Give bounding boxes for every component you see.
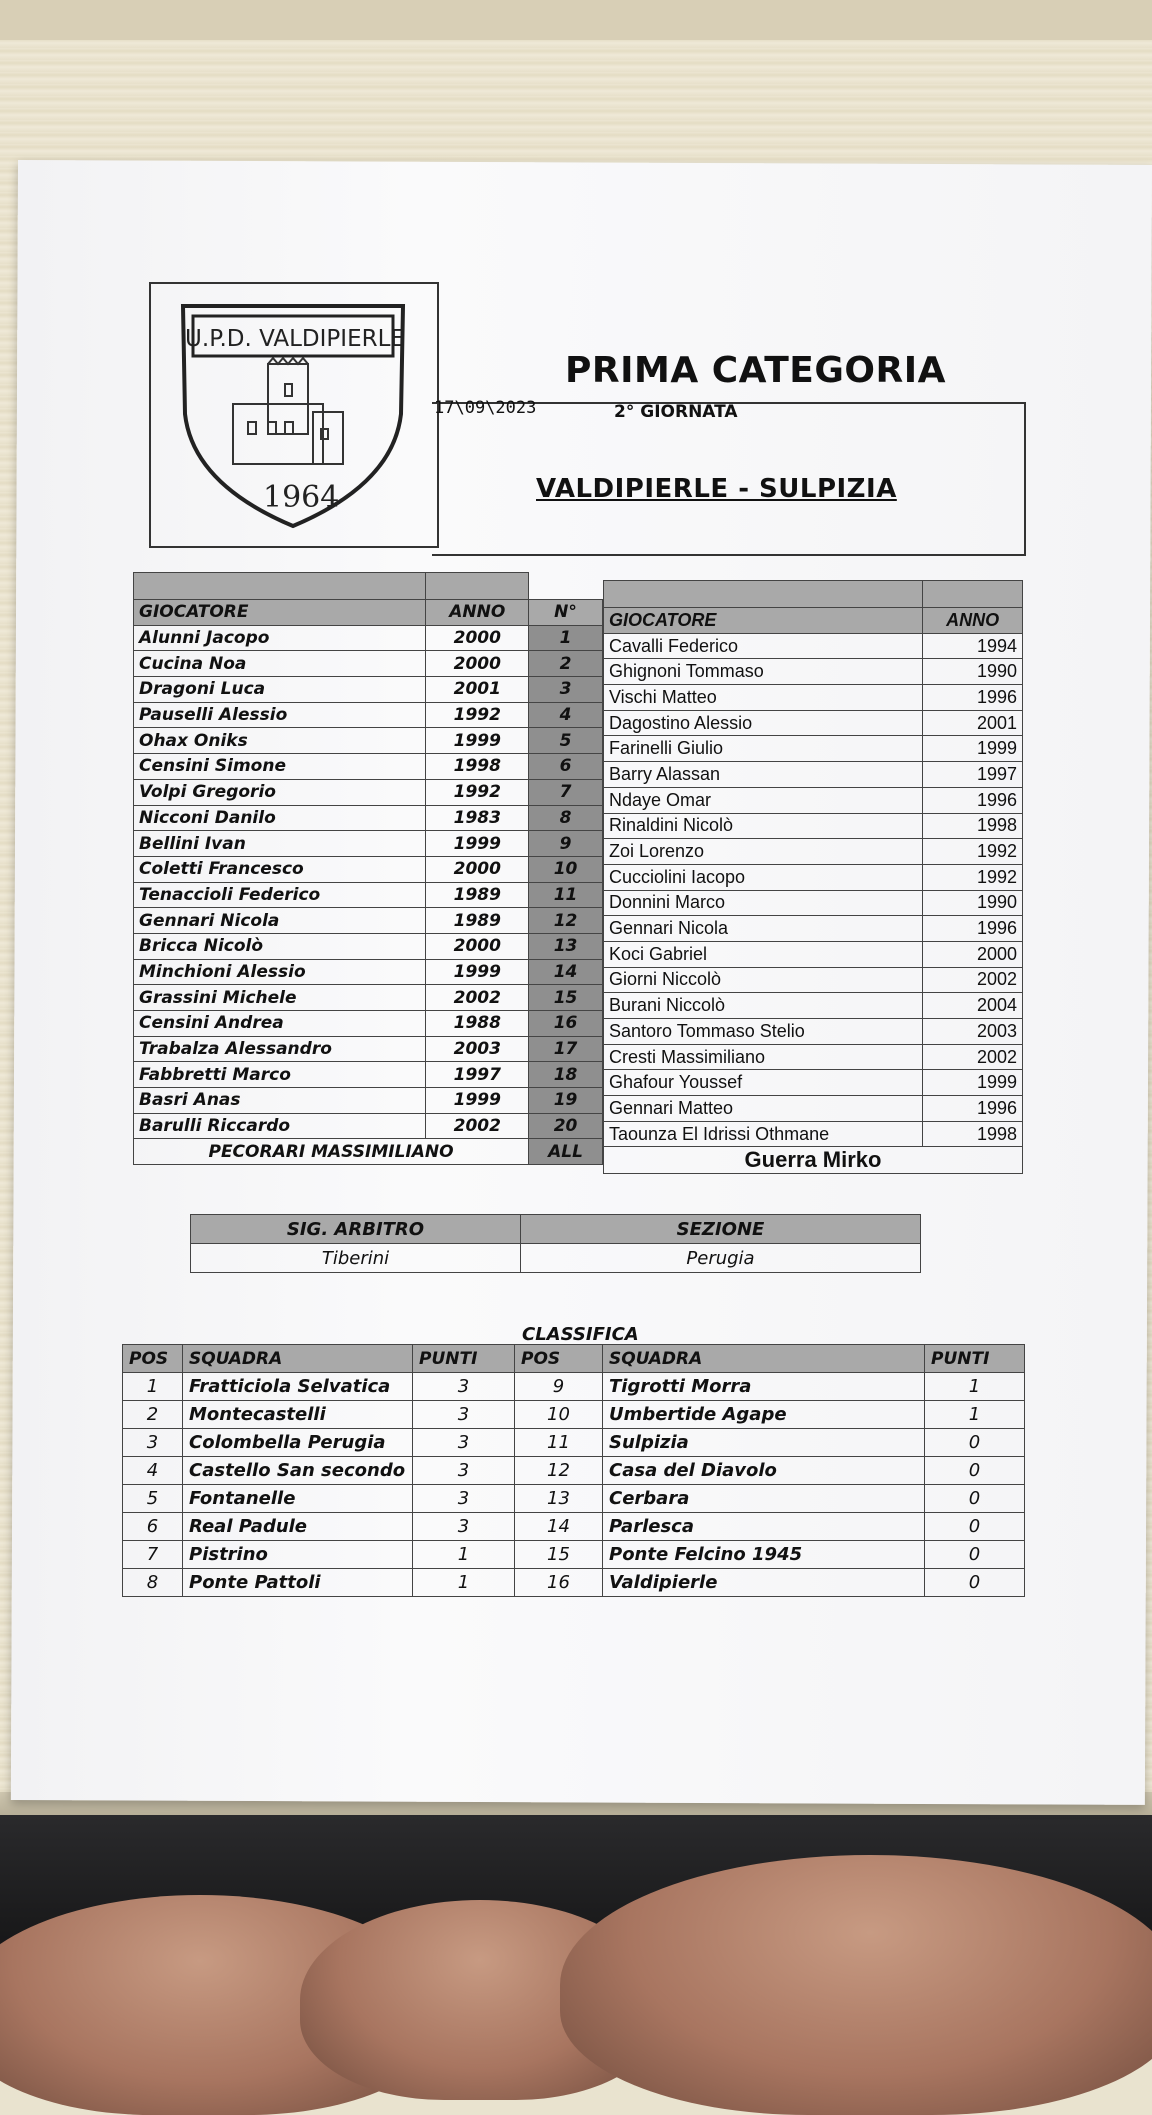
shirt-number: 10	[529, 856, 603, 882]
home-player-year: 2002	[426, 985, 529, 1011]
standing-position: 11	[515, 1429, 603, 1457]
away-player-name: Ndaye Omar	[604, 787, 923, 813]
home-player-year: 2001	[426, 677, 529, 703]
away-player-year: 1994	[923, 633, 1023, 659]
standing-points: 3	[413, 1457, 515, 1485]
home-player-row	[134, 702, 603, 728]
away-player-name: Zoi Lorenzo	[604, 839, 923, 865]
home-year-header: ANNO	[426, 600, 529, 626]
standing-points: 0	[925, 1541, 1025, 1569]
referee-label: SIG. ARBITRO	[191, 1215, 521, 1244]
standings-row	[123, 1569, 1025, 1597]
standing-team: Pistrino	[183, 1541, 413, 1569]
away-player-year: 1999	[923, 1070, 1023, 1096]
standing-points: 0	[925, 1513, 1025, 1541]
shirt-number: 16	[529, 1011, 603, 1037]
standings-row	[123, 1457, 1025, 1485]
shirt-number: 2	[529, 651, 603, 677]
home-player-year: 1983	[426, 805, 529, 831]
away-year-header: ANNO	[923, 608, 1023, 634]
away-player-year: 1990	[923, 890, 1023, 916]
home-player-name: Fabbretti Marco	[134, 1062, 426, 1088]
home-player-row	[134, 625, 603, 651]
home-lineup-table	[133, 572, 603, 1165]
home-player-row	[134, 985, 603, 1011]
away-player-name: Santoro Tommaso Stelio	[604, 1019, 923, 1045]
away-player-year: 2004	[923, 993, 1023, 1019]
standing-points: 0	[925, 1457, 1025, 1485]
away-player-name: Cresti Massimiliano	[604, 1044, 923, 1070]
home-player-name: Alunni Jacopo	[134, 625, 426, 651]
standing-team: Real Padule	[183, 1513, 413, 1541]
away-player-row	[604, 1121, 1023, 1147]
home-band-cell	[426, 573, 529, 600]
standing-position: 14	[515, 1513, 603, 1541]
away-player-row	[604, 710, 1023, 736]
away-player-name: Cavalli Federico	[604, 633, 923, 659]
standing-points: 1	[413, 1569, 515, 1597]
number-header: N°	[529, 600, 603, 626]
standing-team: Umbertide Agape	[603, 1401, 925, 1429]
shirt-number: 1	[529, 625, 603, 651]
standings-row	[123, 1541, 1025, 1569]
home-player-year: 2003	[426, 1036, 529, 1062]
home-player-year: 2000	[426, 856, 529, 882]
shirt-number: 13	[529, 933, 603, 959]
table-edge	[0, 0, 1152, 40]
standing-position: 2	[123, 1401, 183, 1429]
home-player-name: Cucina Noa	[134, 651, 426, 677]
shirt-number: 8	[529, 805, 603, 831]
club-founded-year: 1964	[263, 480, 340, 515]
away-player-row	[604, 1070, 1023, 1096]
away-player-name: Gennari Matteo	[604, 1096, 923, 1122]
home-player-year: 1999	[426, 1088, 529, 1114]
match-title: VALDIPIERLE - SULPIZIA	[536, 474, 897, 504]
home-player-year: 1999	[426, 831, 529, 857]
away-player-year: 1998	[923, 1121, 1023, 1147]
away-player-year: 1992	[923, 864, 1023, 890]
team-header: SQUADRA	[183, 1345, 413, 1373]
standing-points: 3	[413, 1429, 515, 1457]
away-lineup-body	[604, 633, 1023, 1147]
home-player-row	[134, 908, 603, 934]
home-player-name: Censini Andrea	[134, 1011, 426, 1037]
standing-points: 1	[925, 1373, 1025, 1401]
standing-points: 0	[925, 1569, 1025, 1597]
hand-finger-right	[560, 1855, 1152, 2115]
home-player-name: Coletti Francesco	[134, 856, 426, 882]
dark-floor-background	[0, 1815, 1152, 2048]
standing-team: Tigrotti Morra	[603, 1373, 925, 1401]
away-player-row	[604, 787, 1023, 813]
away-player-year: 1996	[923, 916, 1023, 942]
standing-team: Colombella Perugia	[183, 1429, 413, 1457]
standing-position: 10	[515, 1401, 603, 1429]
away-player-name: Koci Gabriel	[604, 941, 923, 967]
away-player-row	[604, 967, 1023, 993]
standing-points: 0	[925, 1429, 1025, 1457]
home-player-row	[134, 1011, 603, 1037]
away-player-row	[604, 941, 1023, 967]
home-player-row	[134, 831, 603, 857]
pos-header: POS	[123, 1345, 183, 1373]
away-player-year: 1996	[923, 1096, 1023, 1122]
away-player-header: GIOCATORE	[604, 608, 923, 634]
standing-position: 5	[123, 1485, 183, 1513]
home-player-name: Bellini Ivan	[134, 831, 426, 857]
match-round: 2° GIORNATA	[614, 402, 738, 422]
away-player-row	[604, 993, 1023, 1019]
standing-position: 9	[515, 1373, 603, 1401]
away-player-row	[604, 839, 1023, 865]
home-player-name: Grassini Michele	[134, 985, 426, 1011]
home-player-row	[134, 677, 603, 703]
home-player-name: Censini Simone	[134, 754, 426, 780]
home-player-year: 1998	[426, 754, 529, 780]
standing-team: Ponte Pattoli	[183, 1569, 413, 1597]
shirt-number: 14	[529, 959, 603, 985]
home-coach: PECORARI MASSIMILIANO	[134, 1139, 529, 1165]
standing-points: 1	[925, 1401, 1025, 1429]
home-player-row	[134, 805, 603, 831]
home-player-year: 1992	[426, 779, 529, 805]
standing-points: 3	[413, 1373, 515, 1401]
standing-position: 1	[123, 1373, 183, 1401]
home-player-row	[134, 882, 603, 908]
team-header: SQUADRA	[603, 1345, 925, 1373]
standing-points: 1	[413, 1541, 515, 1569]
away-player-name: Farinelli Giulio	[604, 736, 923, 762]
coach-label: ALL	[529, 1139, 603, 1165]
home-player-name: Dragoni Luca	[134, 677, 426, 703]
away-player-row	[604, 813, 1023, 839]
band-spacer	[529, 573, 603, 600]
away-player-row	[604, 685, 1023, 711]
away-player-name: Giorni Niccolò	[604, 967, 923, 993]
home-player-row	[134, 651, 603, 677]
away-player-name: Barry Alassan	[604, 762, 923, 788]
shirt-number: 3	[529, 677, 603, 703]
standing-position: 8	[123, 1569, 183, 1597]
page-title: PRIMA CATEGORIA	[565, 350, 946, 391]
away-player-year: 1997	[923, 762, 1023, 788]
home-player-header: GIOCATORE	[134, 600, 426, 626]
away-player-row	[604, 659, 1023, 685]
home-player-year: 1999	[426, 728, 529, 754]
shirt-number: 4	[529, 702, 603, 728]
standing-position: 4	[123, 1457, 183, 1485]
shirt-number: 12	[529, 908, 603, 934]
home-player-row	[134, 856, 603, 882]
standings-row	[123, 1401, 1025, 1429]
standings-body	[123, 1373, 1025, 1597]
referee-name: Tiberini	[191, 1244, 521, 1273]
standing-team: Cerbara	[603, 1485, 925, 1513]
club-logo-box	[149, 282, 439, 548]
standing-position: 15	[515, 1541, 603, 1569]
shirt-number: 17	[529, 1036, 603, 1062]
home-player-year: 1988	[426, 1011, 529, 1037]
home-player-row	[134, 1088, 603, 1114]
club-name-text: U.P.D. VALDIPIERLE	[185, 326, 405, 352]
standings-table	[122, 1344, 1025, 1597]
home-player-year: 1997	[426, 1062, 529, 1088]
away-player-name: Donnini Marco	[604, 890, 923, 916]
away-player-year: 1990	[923, 659, 1023, 685]
away-coach: Guerra Mirko	[604, 1147, 1023, 1174]
standing-team: Fontanelle	[183, 1485, 413, 1513]
home-player-year: 1989	[426, 908, 529, 934]
standing-position: 6	[123, 1513, 183, 1541]
standings-title: CLASSIFICA	[522, 1324, 639, 1345]
home-player-row	[134, 1062, 603, 1088]
home-lineup-body	[134, 625, 603, 1139]
standing-team: Valdipierle	[603, 1569, 925, 1597]
away-player-name: Ghignoni Tommaso	[604, 659, 923, 685]
home-player-row	[134, 754, 603, 780]
standing-points: 3	[413, 1485, 515, 1513]
home-player-row	[134, 959, 603, 985]
shirt-number: 5	[529, 728, 603, 754]
away-player-row	[604, 1019, 1023, 1045]
referee-table	[190, 1214, 921, 1273]
away-player-row	[604, 890, 1023, 916]
standing-team: Castello San secondo	[183, 1457, 413, 1485]
away-player-row	[604, 916, 1023, 942]
home-player-year: 1992	[426, 702, 529, 728]
home-player-row	[134, 1036, 603, 1062]
match-date: 17\09\2023	[434, 398, 537, 418]
away-lineup-table	[603, 580, 1023, 1174]
home-player-name: Ohax Oniks	[134, 728, 426, 754]
standing-position: 3	[123, 1429, 183, 1457]
section-label: SEZIONE	[521, 1215, 921, 1244]
away-player-name: Gennari Nicola	[604, 916, 923, 942]
home-player-name: Minchioni Alessio	[134, 959, 426, 985]
away-player-year: 2003	[923, 1019, 1023, 1045]
standing-team: Fratticiola Selvatica	[183, 1373, 413, 1401]
standing-team: Sulpizia	[603, 1429, 925, 1457]
home-player-name: Nicconi Danilo	[134, 805, 426, 831]
home-player-year: 2000	[426, 625, 529, 651]
shirt-number: 6	[529, 754, 603, 780]
home-player-row	[134, 779, 603, 805]
away-player-name: Rinaldini Nicolò	[604, 813, 923, 839]
standing-position: 12	[515, 1457, 603, 1485]
standings-row	[123, 1513, 1025, 1541]
away-player-row	[604, 736, 1023, 762]
pos-header: POS	[515, 1345, 603, 1373]
standing-position: 7	[123, 1541, 183, 1569]
standing-position: 16	[515, 1569, 603, 1597]
away-player-name: Taounza El Idrissi Othmane	[604, 1121, 923, 1147]
standing-points: 3	[413, 1513, 515, 1541]
standings-row	[123, 1485, 1025, 1513]
home-player-name: Pauselli Alessio	[134, 702, 426, 728]
standing-team: Parlesca	[603, 1513, 925, 1541]
away-player-row	[604, 1044, 1023, 1070]
standing-team: Casa del Diavolo	[603, 1457, 925, 1485]
away-player-row	[604, 1096, 1023, 1122]
away-player-row	[604, 864, 1023, 890]
home-player-row	[134, 1113, 603, 1139]
home-player-name: Basri Anas	[134, 1088, 426, 1114]
points-header: PUNTI	[413, 1345, 515, 1373]
away-player-year: 2002	[923, 967, 1023, 993]
home-player-name: Barulli Riccardo	[134, 1113, 426, 1139]
away-player-year: 1998	[923, 813, 1023, 839]
standing-team: Montecastelli	[183, 1401, 413, 1429]
away-band-cell	[604, 581, 923, 608]
standings-row	[123, 1373, 1025, 1401]
shirt-number: 15	[529, 985, 603, 1011]
home-player-name: Volpi Gregorio	[134, 779, 426, 805]
away-player-year: 1999	[923, 736, 1023, 762]
away-player-year: 1996	[923, 787, 1023, 813]
home-band-cell	[134, 573, 426, 600]
away-player-name: Cucciolini Iacopo	[604, 864, 923, 890]
home-player-year: 1999	[426, 959, 529, 985]
away-player-name: Burani Niccolò	[604, 993, 923, 1019]
away-player-year: 2002	[923, 1044, 1023, 1070]
shirt-number: 7	[529, 779, 603, 805]
away-band-cell	[923, 581, 1023, 608]
points-header: PUNTI	[925, 1345, 1025, 1373]
home-player-name: Gennari Nicola	[134, 908, 426, 934]
home-player-year: 2000	[426, 651, 529, 677]
home-player-row	[134, 933, 603, 959]
shirt-number: 18	[529, 1062, 603, 1088]
standing-team: Ponte Felcino 1945	[603, 1541, 925, 1569]
home-player-name: Bricca Nicolò	[134, 933, 426, 959]
away-player-row	[604, 633, 1023, 659]
away-player-year: 1996	[923, 685, 1023, 711]
away-player-row	[604, 762, 1023, 788]
home-player-name: Tenaccioli Federico	[134, 882, 426, 908]
shirt-number: 9	[529, 831, 603, 857]
away-player-name: Ghafour Youssef	[604, 1070, 923, 1096]
away-player-year: 1992	[923, 839, 1023, 865]
standing-points: 0	[925, 1485, 1025, 1513]
home-player-name: Trabalza Alessandro	[134, 1036, 426, 1062]
shirt-number: 11	[529, 882, 603, 908]
away-player-year: 2001	[923, 710, 1023, 736]
standing-points: 3	[413, 1401, 515, 1429]
away-player-name: Dagostino Alessio	[604, 710, 923, 736]
shirt-number: 19	[529, 1088, 603, 1114]
home-player-year: 2002	[426, 1113, 529, 1139]
home-player-year: 1989	[426, 882, 529, 908]
shirt-number: 20	[529, 1113, 603, 1139]
standings-row	[123, 1429, 1025, 1457]
home-player-year: 2000	[426, 933, 529, 959]
home-player-row	[134, 728, 603, 754]
referee-section: Perugia	[521, 1244, 921, 1273]
standing-position: 13	[515, 1485, 603, 1513]
away-player-name: Vischi Matteo	[604, 685, 923, 711]
away-player-year: 2000	[923, 941, 1023, 967]
